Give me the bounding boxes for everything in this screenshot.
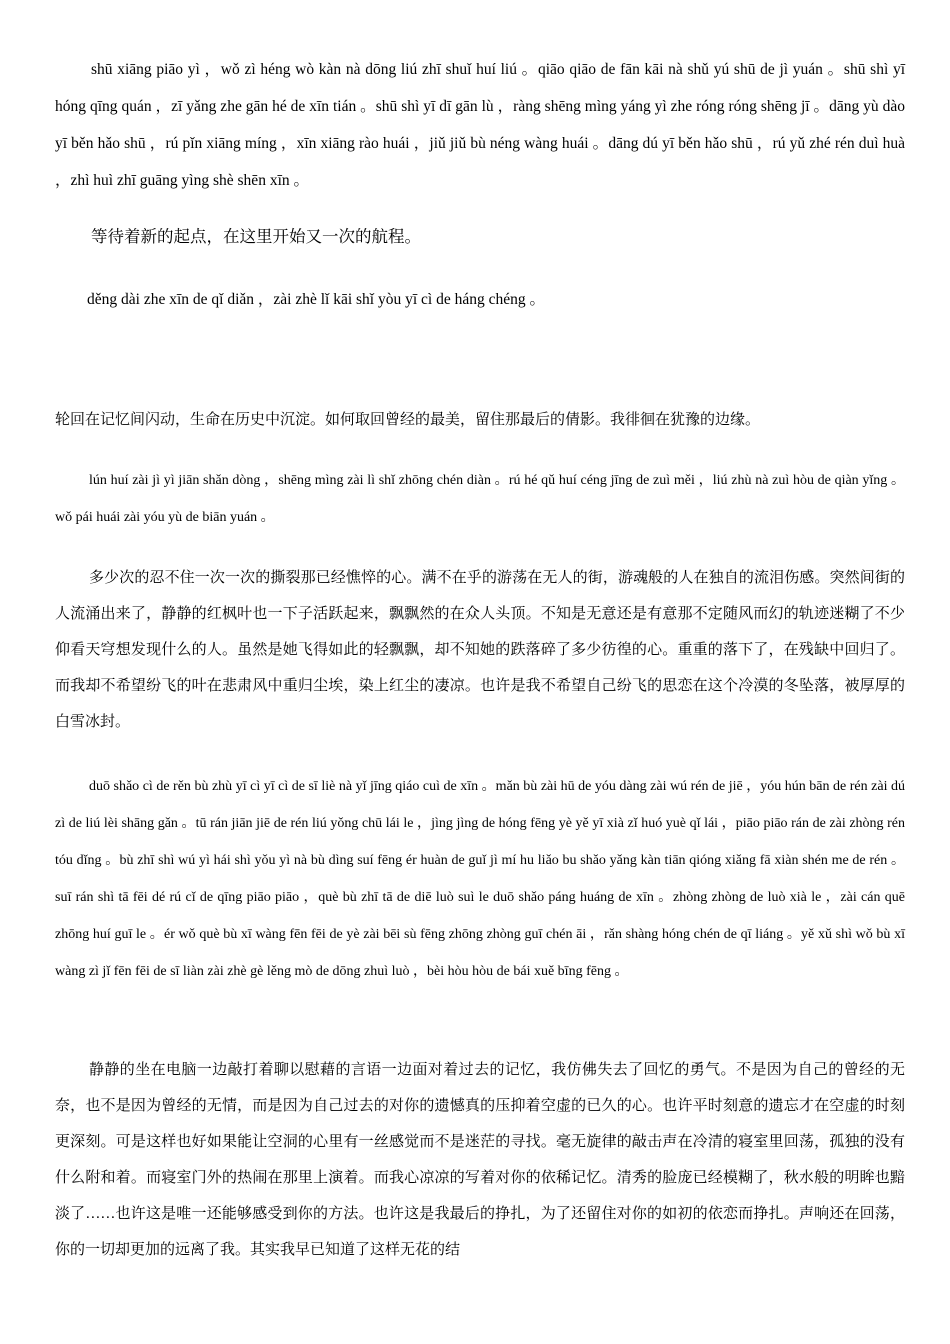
chinese-paragraph-reincarnation: 轮回在记忆间闪动，生命在历史中沉淀。如何取回曾经的最美，留住那最后的倩影。我徘徊在犹豫的边缘。 bbox=[55, 412, 761, 428]
chinese-paragraph-memories: 静静的坐在电脑一边敲打着聊以慰藉的言语一边面对着过去的记忆，我仿佛失去了回忆的勇气。不是因为自己的曾经的无奈，也不是因为曾经的无情，而是因为自己过去的对你的遗憾真的压抑着空虚的已久的心。也许平时刻意的遗忘才在空虚的时刻更深刻。可是这样也好如果能让空洞的心里有一丝感觉而不是迷茫的寻找。毫无旋律的敲击声在冷清的寝室里回荡，孤独的没有什么附和着。而寝室门外的热闹在那里上演着。而我心凉凉的写着对你的依稀记忆。清秀的脸庞已经模糊了，秋水般的明眸也黯淡了……也许这是唯一还能够感受到你的方法。也许这是我最后的挣扎，为了还留住对你的如初的依恋而挣扎。声响还在回荡，你的一切却更加的远离了我。其实我早已知道了这样无花的结 bbox=[55, 1062, 905, 1258]
pinyin-paragraph-book-fragrance: shū xiāng piāo yì ，wǒ zì héng wò kàn nà dōng liú zhī shuǐ huí liú 。qiāo qiāo de fān kāi nà shǔ yú shū de jì yuán 。shū shì yī hóng qīng quán ，zī yǎng zhe gān hé de xīn tián 。shū shì yī dī gān lù ，ràng shēng mìng yáng yì zhe róng róng shēng jī 。dāng yù dào yī běn hǎo shū ，rú pǐn xiāng míng ，xīn xiāng rào huái ，jiǔ jiǔ bù néng wàng huái 。dāng dú yī běn hǎo shū ，rú yǔ zhé rén duì huà ，zhì huì zhī guāng yìng shè shēn xīn 。 bbox=[55, 61, 905, 189]
pinyin-paragraph-reincarnation: lún huí zài jì yì jiān shǎn dòng ，shēng mìng zài lì shǐ zhōng chén diàn 。rú hé qǔ huí céng jīng de zuì měi ，liú zhù nà zuì hòu de qiàn yǐng 。wǒ pái huái zài yóu yù de biān yuán 。 bbox=[55, 473, 905, 525]
pinyin-paragraph-new-start: děng dài zhe xīn de qǐ diǎn ，zài zhè lǐ kāi shǐ yòu yī cì de háng chéng 。 bbox=[87, 291, 545, 308]
chinese-paragraph-new-start: 等待着新的起点，在这里开始又一次的航程。 bbox=[91, 227, 421, 246]
chinese-paragraph-maple-leaves: 多少次的忍不住一次一次的撕裂那已经憔悴的心。满不在乎的游荡在无人的街，游魂般的人在独自的流泪伤感。突然间街的人流涌出来了，静静的红枫叶也一下子活跃起来，飘飘然的在众人头顶。不知是无意还是有意那不定随风而幻的轨迹迷糊了不少仰看天穹想发现什么的人。虽然是她飞得如此的轻飘飘，却不知她的跌落碎了多少彷徨的心。重重的落下了，在残缺中回归了。而我却不希望纷飞的叶在悲肃风中重归尘埃，染上红尘的凄凉。也许是我不希望自己纷飞的思恋在这个冷漠的冬坠落，被厚厚的白雪冰封。 bbox=[55, 570, 905, 730]
pinyin-paragraph-maple-leaves: duō shǎo cì de rěn bù zhù yī cì yī cì de sī liè nà yǐ jīng qiáo cuì de xīn 。mǎn bù zài hū de yóu dàng zài wú rén de jiē ，yóu hún bān de rén zài dú zì de liú lèi shāng gǎn 。tū rán jiān jiē de rén liú yǒng chū lái le ，jìng jìng de hóng fēng yè yě yī xià zǐ huó yuè qǐ lái ，piāo piāo rán de zài zhòng rén tóu dǐng 。bù zhī shì wú yì hái shì yǒu yì nà bù dìng suí fēng ér huàn de guǐ jì mí hu liǎo bu shǎo yǎng kàn tiān qióng xiǎng fā xiàn shén me de rén 。suī rán shì tā fēi dé rú cǐ de qīng piāo piāo ，què bù zhī tā de diē luò suì le duō shǎo páng huáng de xīn 。zhòng zhòng de luò xià le ，zài cán quē zhōng huí guī le 。ér wǒ què bù xī wàng fēn fēi de yè zài bēi sù fēng zhōng zhòng guī chén āi ，rǎn shàng hóng chén de qī liáng 。yě xǔ shì wǒ bù xī wàng zì jǐ fēn fēi de sī liàn zài zhè gè lěng mò de dōng zhuì luò ，bèi hòu hòu de bái xuě bīng fēng 。 bbox=[55, 779, 905, 979]
